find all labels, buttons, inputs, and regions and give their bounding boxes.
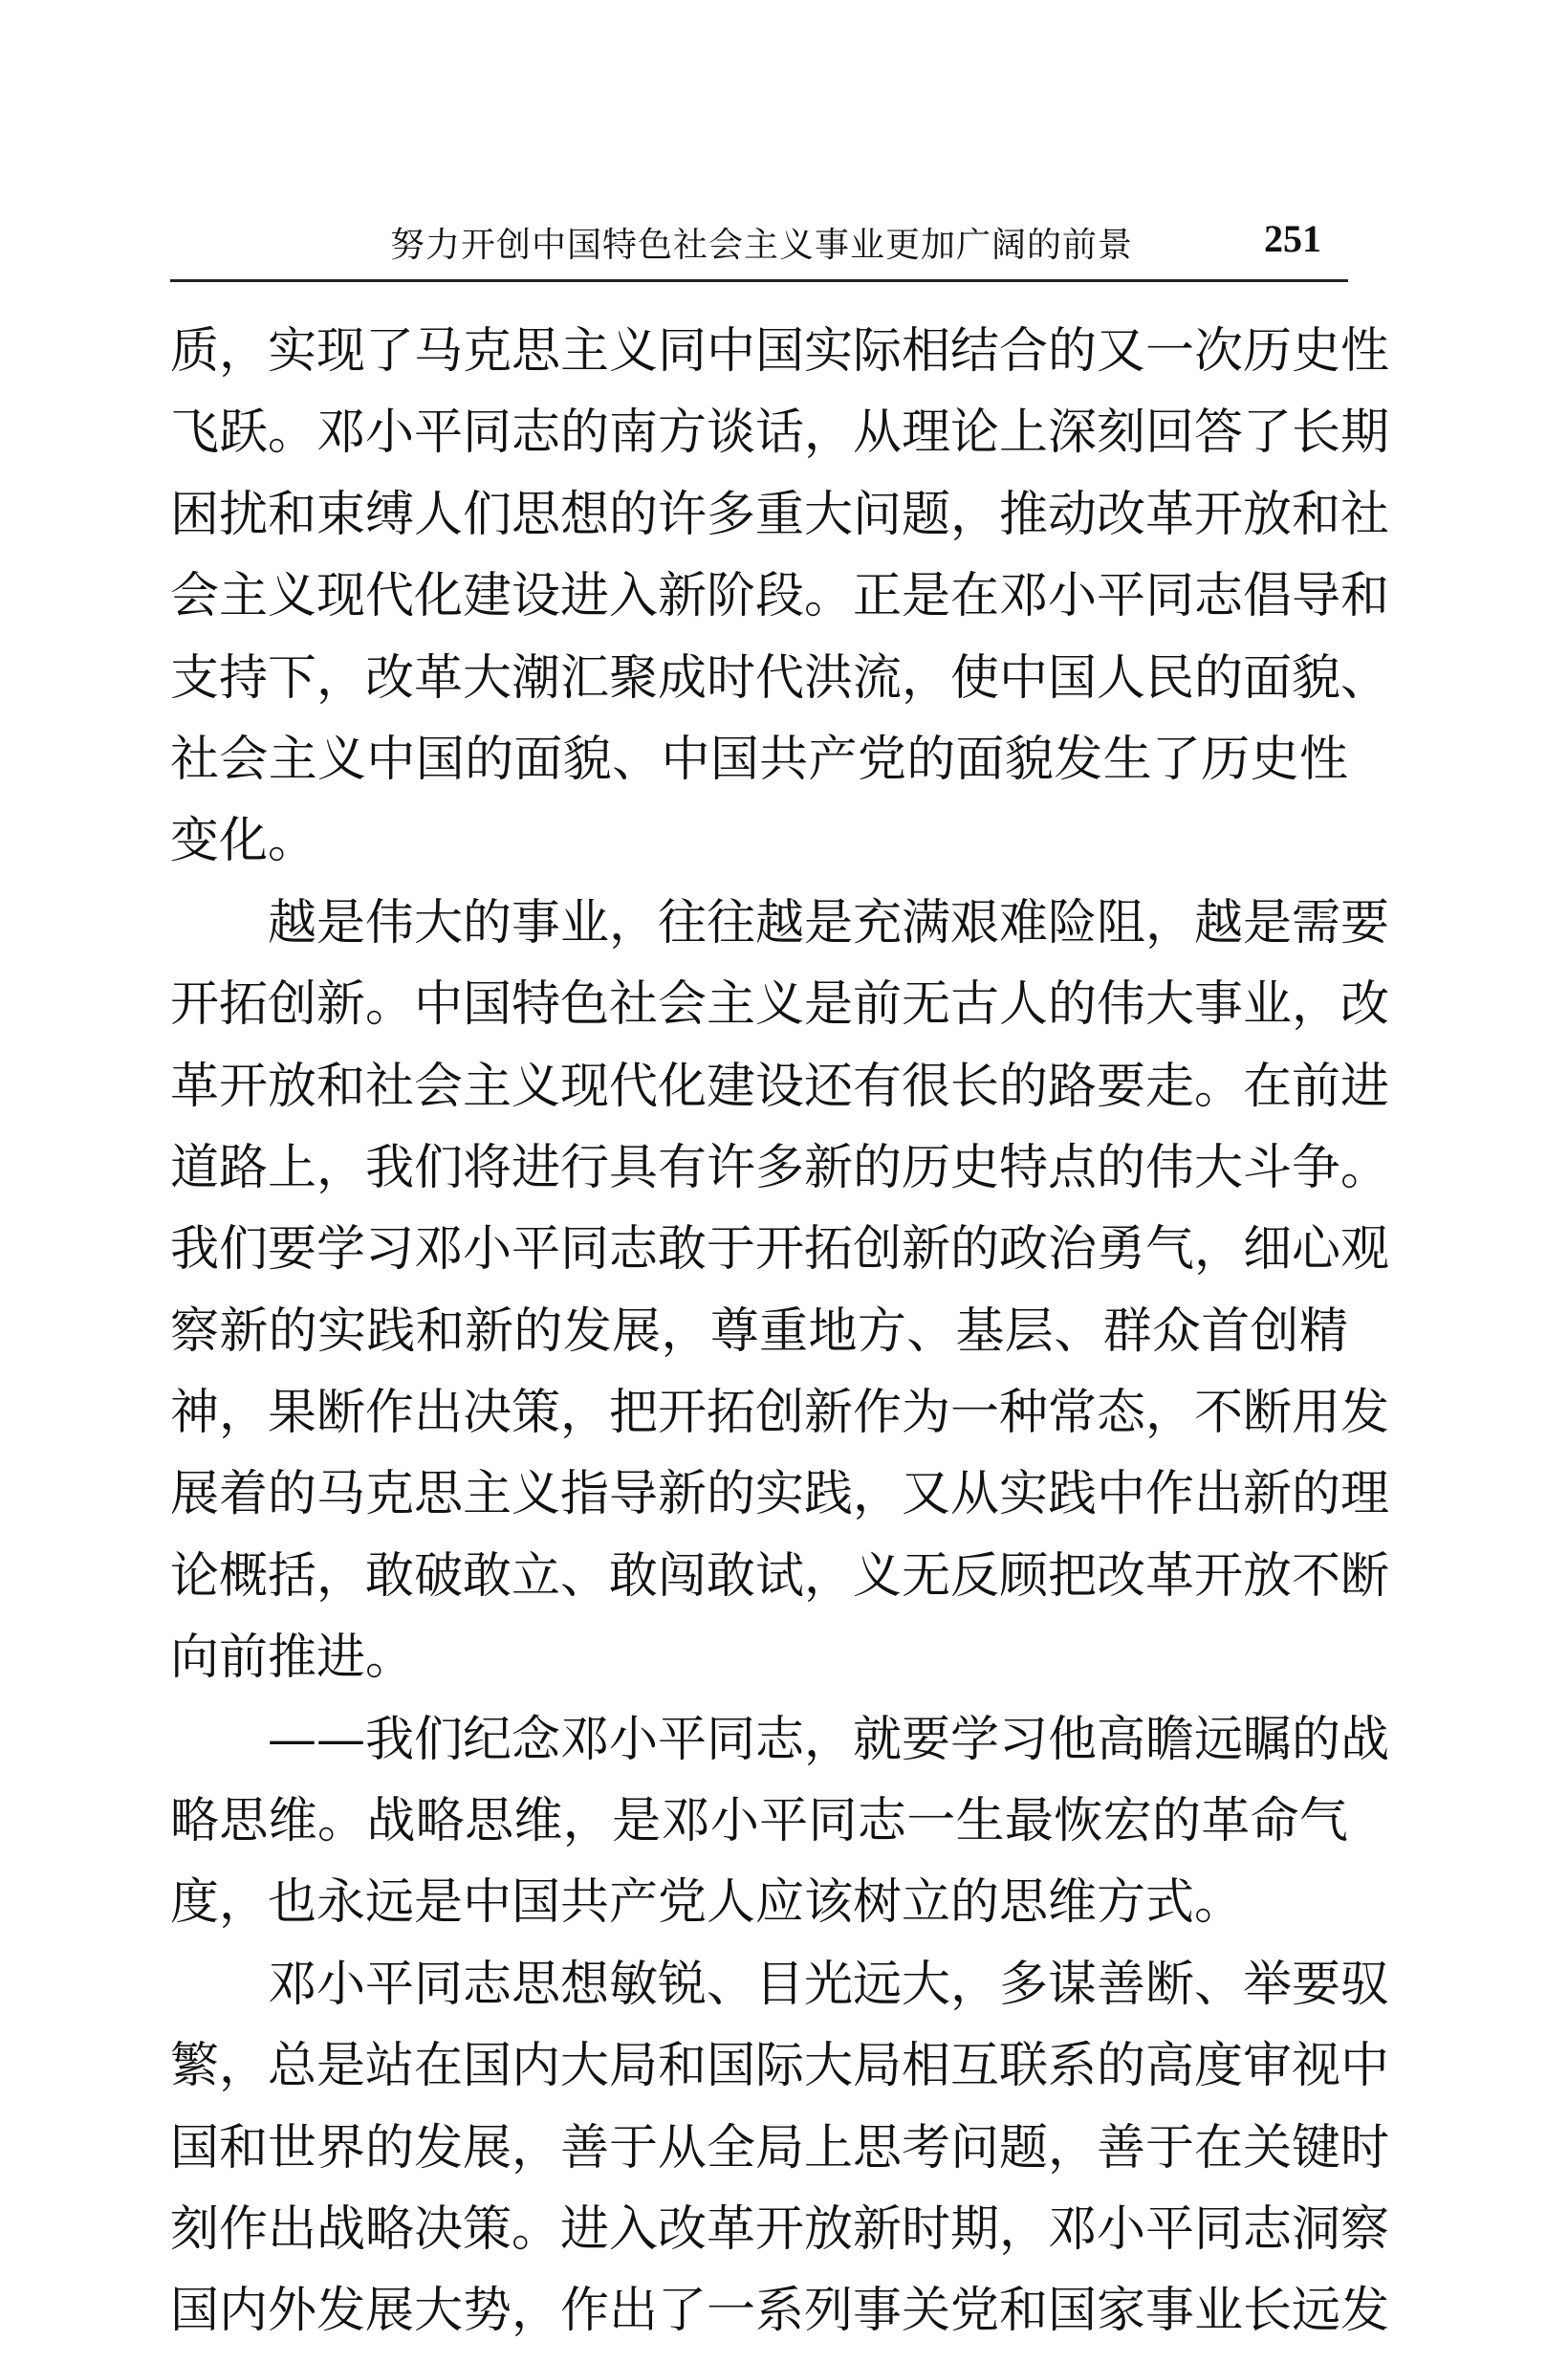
text-line: 变化。 bbox=[170, 813, 317, 870]
page-number: 251 bbox=[1264, 217, 1321, 260]
text-line: 邓小平同志思想敏锐、目光远大，多谋善断、举要驭 bbox=[268, 1956, 1390, 2013]
text-line: ——我们纪念邓小平同志，就要学习他高瞻远瞩的战 bbox=[268, 1711, 1390, 1768]
text-line: 略思维。战略思维，是邓小平同志一生最恢宏的革命气 bbox=[170, 1793, 1348, 1850]
text-line: 察新的实践和新的发展，尊重地方、基层、群众首创精 bbox=[170, 1302, 1348, 1360]
text-line: 度，也永远是中国共产党人应该树立的思维方式。 bbox=[170, 1874, 1244, 1932]
text-line: 展着的马克思主义指导新的实践，又从实践中作出新的理 bbox=[170, 1466, 1390, 1523]
text-line: 革开放和社会主义现代化建设还有很长的路要走。在前进 bbox=[170, 1058, 1390, 1115]
text-line: 社会主义中国的面貌、中国共产党的面貌发生了历史性 bbox=[170, 731, 1348, 788]
text-line: 道路上，我们将进行具有许多新的历史特点的伟大斗争。 bbox=[170, 1139, 1390, 1196]
text-line: 困扰和束缚人们思想的许多重大问题，推动改革开放和社 bbox=[170, 486, 1390, 543]
text-line: 会主义现代化建设进入新阶段。正是在邓小平同志倡导和 bbox=[170, 568, 1390, 625]
text-line: 质，实现了马克思主义同中国实际相结合的又一次历史性 bbox=[170, 323, 1390, 380]
text-line: 国和世界的发展，善于从全局上思考问题，善于在关键时 bbox=[170, 2119, 1390, 2177]
running-header-title: 努力开创中国特色社会主义事业更加广阔的前景 bbox=[390, 226, 1134, 265]
header-rule bbox=[170, 279, 1348, 282]
body-text bbox=[170, 311, 1390, 2352]
text-line: 支持下，改革大潮汇聚成时代洪流，使中国人民的面貌、 bbox=[170, 649, 1390, 707]
text-line: 向前推进。 bbox=[170, 1630, 415, 1687]
text-line: 我们要学习邓小平同志敢于开拓创新的政治勇气，细心观 bbox=[170, 1221, 1390, 1279]
text-line: 越是伟大的事业，往往越是充满艰难险阻，越是需要 bbox=[268, 894, 1390, 952]
text-line: 飞跃。邓小平同志的南方谈话，从理论上深刻回答了长期 bbox=[170, 405, 1390, 462]
text-line: 论概括，敢破敢立、敢闯敢试，义无反顾把改革开放不断 bbox=[170, 1547, 1390, 1605]
text-line: 国内外发展大势，作出了一系列事关党和国家事业长远发 bbox=[170, 2283, 1390, 2340]
page-header bbox=[170, 212, 1348, 279]
text-line: 刻作出战略决策。进入改革开放新时期，邓小平同志洞察 bbox=[170, 2200, 1390, 2258]
text-line: 神，果断作出决策，把开拓创新作为一种常态，不断用发 bbox=[170, 1385, 1390, 1442]
text-line: 开拓创新。中国特色社会主义是前无古人的伟大事业，改 bbox=[170, 976, 1390, 1034]
text-line: 繁，总是站在国内大局和国际大局相互联系的高度审视中 bbox=[170, 2038, 1390, 2095]
